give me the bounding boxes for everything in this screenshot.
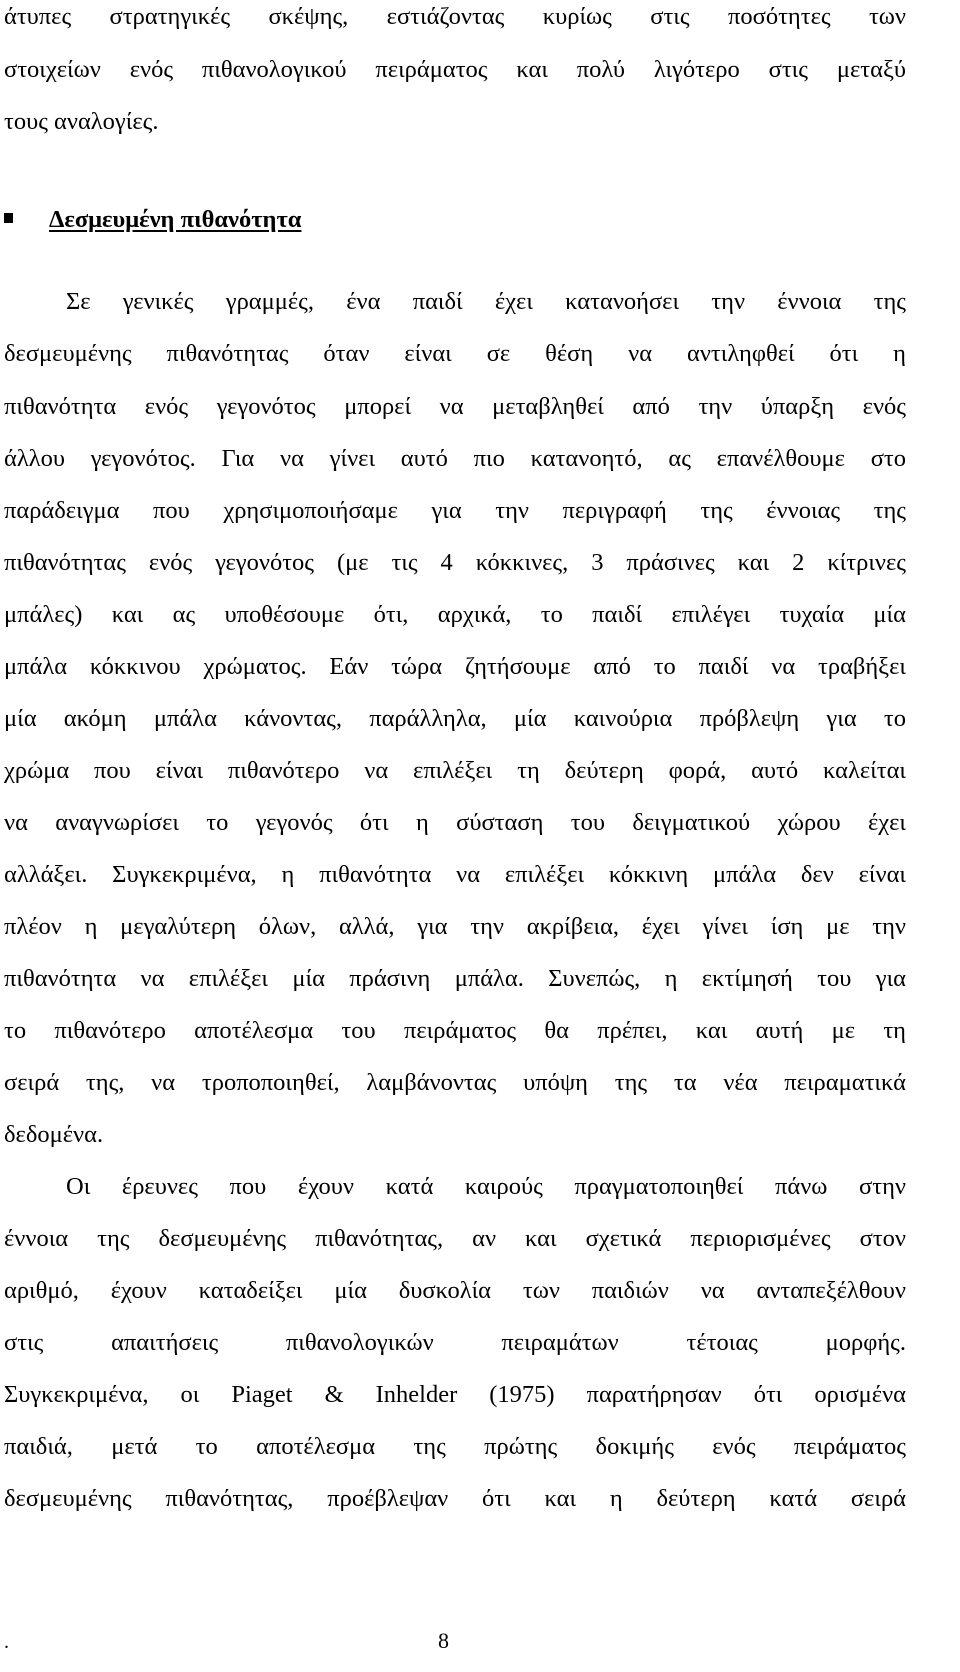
paragraph-line: Συγκεκριμένα, οι Piaget & Inhelder (1975) παρατήρησαν ότι ορισμένα <box>4 1381 906 1408</box>
paragraph-line: χρώμα που είναι πιθανότερο να επιλέξει τη δεύτερη φορά, αυτό καλείται <box>4 757 906 784</box>
square-bullet-icon <box>4 213 13 223</box>
paragraph-line: Σε γενικές γραμμές, ένα παιδί έχει κατανοήσει την έννοια της <box>66 288 906 315</box>
paragraph-line: στις απαιτήσεις πιθανολογικών πειραμάτων τέτοιας μορφής. <box>4 1329 906 1356</box>
paragraph-line: αριθμό, έχουν καταδείξει μία δυσκολία των παιδιών να ανταπεξέλθουν <box>4 1277 906 1304</box>
paragraph-line: παράδειγμα που χρησιμοποιήσαμε για την περιγραφή της έννοιας της <box>4 497 906 524</box>
paragraph-line: άλλου γεγονότος. Για να γίνει αυτό πιο κατανοητό, ας επανέλθουμε στο <box>4 445 906 472</box>
paragraph-line: σειρά της, να τροποποιηθεί, λαμβάνοντας υπόψη της τα νέα πειραματικά <box>4 1069 906 1096</box>
paragraph-line: δεσμευμένης πιθανότητας όταν είναι σε θέση να αντιληφθεί ότι η <box>4 340 906 367</box>
paragraph-line: αλλάξει. Συγκεκριμένα, η πιθανότητα να επιλέξει κόκκινη μπάλα δεν είναι <box>4 861 906 888</box>
intro-line: στοιχείων ενός πιθανολογικού πειράματος και πολύ λιγότερο στις μεταξύ <box>4 56 906 83</box>
page-number: 8 <box>438 1628 449 1653</box>
section-heading-row <box>0 205 960 239</box>
paragraph-line: έννοια της δεσμευμένης πιθανότητας, αν και σχετικά περιορισμένες στον <box>4 1225 906 1252</box>
paragraph-line: δεσμευμένης πιθανότητας, προέβλεψαν ότι και η δεύτερη κατά σειρά <box>4 1485 906 1512</box>
paragraph-line: πιθανότητα ενός γεγονότος μπορεί να μεταβληθεί από την ύπαρξη ενός <box>4 393 906 420</box>
paragraph-line: μία ακόμη μπάλα κάνοντας, παράλληλα, μία καινούρια πρόβλεψη για το <box>4 705 906 732</box>
paragraph-line: παιδιά, μετά το αποτέλεσμα της πρώτης δοκιμής ενός πειράματος <box>4 1433 906 1460</box>
paragraph-line: μπάλες) και ας υποθέσουμε ότι, αρχικά, το παιδί επιλέγει τυχαία μία <box>4 601 906 628</box>
intro-line: άτυπες στρατηγικές σκέψης, εστιάζοντας κυρίως στις ποσότητες των <box>4 3 906 30</box>
paragraph-line: πιθανότητα να επιλέξει μία πράσινη μπάλα. Συνεπώς, η εκτίμησή του για <box>4 965 906 992</box>
intro-line: τους αναλογίες. <box>4 108 159 135</box>
paragraph-line: Οι έρευνες που έχουν κατά καιρούς πραγματοποιηθεί πάνω στην <box>66 1173 906 1200</box>
paragraph-line: δεδομένα. <box>4 1121 104 1148</box>
section-heading: Δεσμευμένη πιθανότητα <box>49 206 302 233</box>
paragraph-line: πλέον η μεγαλύτερη όλων, αλλά, για την ακρίβεια, έχει γίνει ίση με την <box>4 913 906 940</box>
paragraph-line: μπάλα κόκκινου χρώματος. Εάν τώρα ζητήσουμε από το παιδί να τραβήξει <box>4 653 906 680</box>
footer-mark: . <box>4 1631 9 1653</box>
paragraph-line: το πιθανότερο αποτέλεσμα του πειράματος θα πρέπει, και αυτή με τη <box>4 1017 906 1044</box>
paragraph-line: να αναγνωρίσει το γεγονός ότι η σύσταση του δειγματικού χώρου έχει <box>4 809 906 836</box>
paragraph-line: πιθανότητας ενός γεγονότος (με τις 4 κόκκινες, 3 πράσινες και 2 κίτρινες <box>4 549 906 576</box>
